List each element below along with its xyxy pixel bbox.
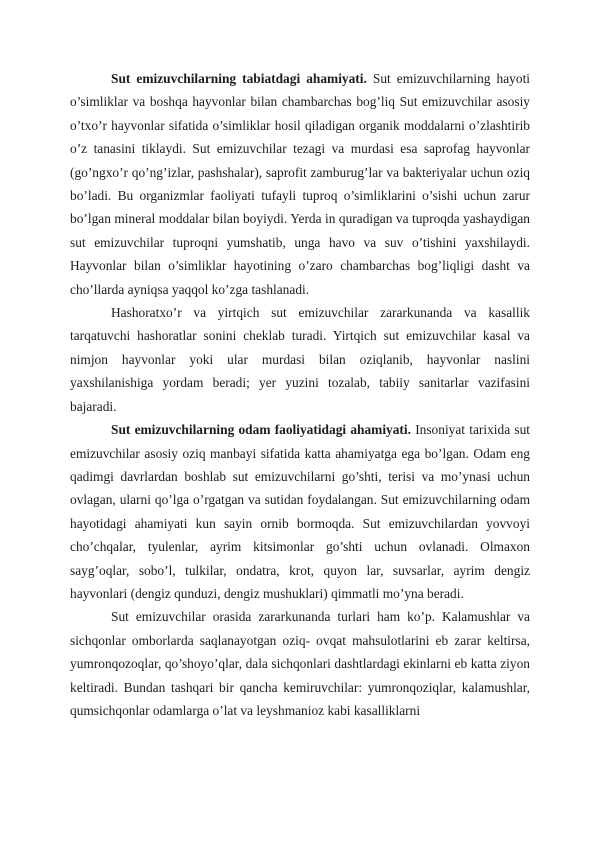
section-heading-nature: Sut emizuvchilarning tabiatdagi ahamiyati. <box>111 71 367 86</box>
paragraph-human-importance <box>70 418 530 605</box>
paragraph-text: Sut emizuvchilar orasida zararkunanda turlari ham ko’p. Kalamushlar va sichqonlar omborlarda saqlanayotgan oziq- ovqat mahsulotlarini eb zarar keltirsa, yumronqozoqlar, qo’shoyo’qlar, dala sichqonlari dashtlardagi ekinlarni eb katta ziyon keltiradi. Bundan tashqari bir qancha kemiruvchilar: yumronqoziqlar, kalamushlar, qumsichqonlar odamlarga o’lat va leyshmanioz kabi kasalliklarni <box>70 609 530 718</box>
paragraph-text: Hashoratxo’r va yirtqich sut emizuvchilar zararkunanda va kasallik tarqatuvchi hashoratlar sonini cheklab turadi. Yirtqich sut emizuvchilar kasal va nimjon hayvonlar yoki ular murdasi bilan oziqlanib, hayvonlar naslini yaxshilanishiga yordam beradi; yer yuzini tozalab, tabiiy sanitarlar vazifasini bajaradi. <box>70 305 530 414</box>
paragraph-predators <box>70 301 530 418</box>
paragraph-pests <box>70 605 530 722</box>
section-heading-human: Sut emizuvchilarning odam faoliyatidagi ahamiyati. <box>111 422 411 438</box>
paragraph-nature-importance <box>70 67 530 301</box>
paragraph-text: Sut emizuvchilarning hayoti o’simliklar va boshqa hayvonlar bilan chambarchas bog’liq Sut emizuvchilar asosiy o’txo’r hayvonlar sifatida o’simliklar hosil qiladigan organik moddalarni o’zlashtirib o’z tanasini tiklaydi. Sut emizuvchilar tezagi va murdasi esa saprofag hayvonlar (go’ngxo’r qo’ng’izlar, pashshalar), saprofit zamburug’lar va bakteriyalar uchun oziq bo’ladi. Bu organizmlar faoliyati tufayli tuproq o’simliklarini o’sishi uchun zarur bo’lgan mineral moddalar bilan boyiydi. Yerda in quradigan va tuproqda yashaydigan sut emizuvchilar tuproqni yumshatib, unga havo va suv o’tishini yaxshilaydi. Hayvonlar bilan o’simliklar hayotining o’zaro chambarchas bog’liqligi dasht va cho’llarda ayniqsa yaqqol ko’zga tashlanadi. <box>70 71 531 297</box>
paragraph-text: Insoniyat tarixida sut emizuvchilar asosiy oziq manbayi sifatida katta ahamiyatga ega bo’lgan. Odam eng qadimgi davrlardan boshlab sut emizuvchilarni go’shti, terisi va mo’ynasi uchun ovlagan, ularni qo’lga o’rgatgan va sutidan foydalangan. Sut emizuvchilarning odam hayotidagi ahamiyati kun sayin ornib bormoqda. Sut emizuvchilardan yovvoyi cho’chqalar, tyulenlar, ayrim kitsimonlar go’shti uchun ovlanadi. Olmaxon sayg’oqlar, sobo’l, tulkilar, ondatra, krot, quyon lar, suvsarlar, ayrim dengiz hayvonlari (dengiz qunduzi, dengiz mushuklari) qimmatli mo’yna beradi. <box>70 422 530 601</box>
